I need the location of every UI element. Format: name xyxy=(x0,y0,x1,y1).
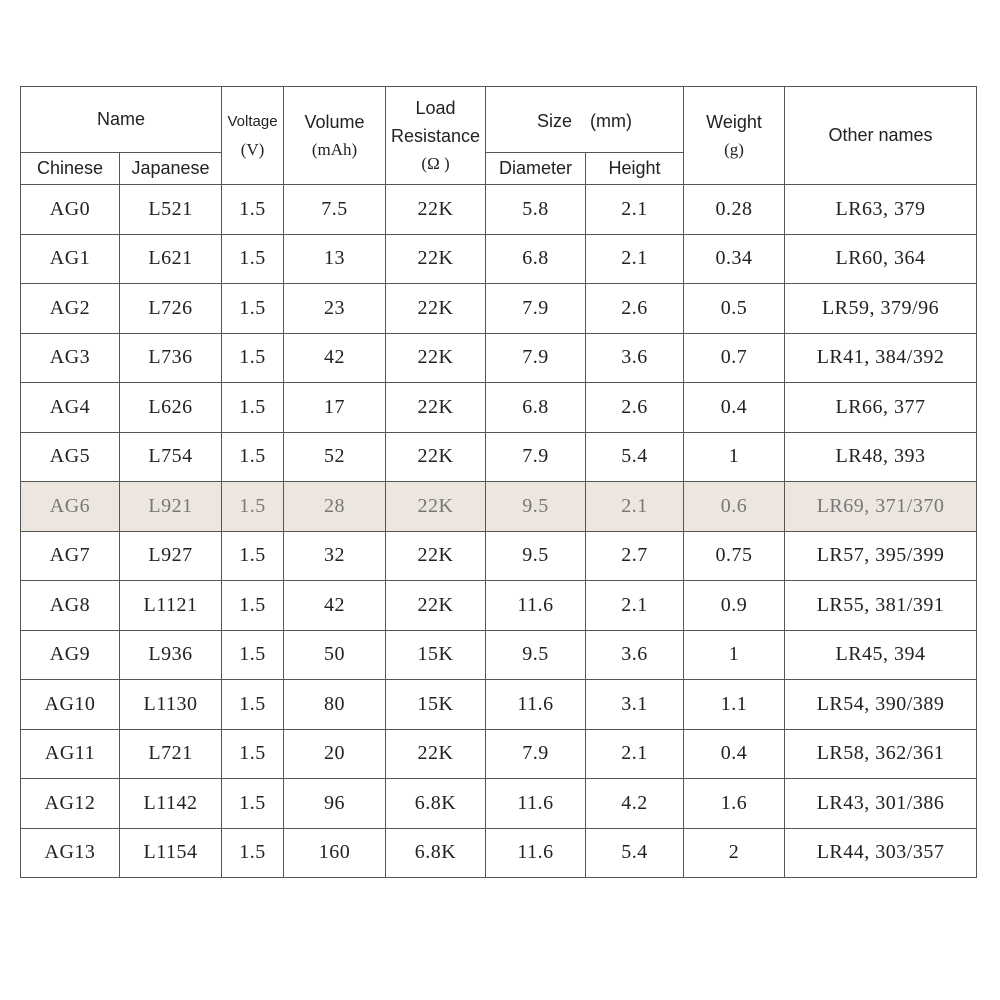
cell-chinese: AG1 xyxy=(21,234,120,284)
cell-load-resistance: 22K xyxy=(386,284,486,334)
cell-chinese: AG2 xyxy=(21,284,120,334)
cell-load-resistance: 22K xyxy=(386,482,486,532)
header-load-resistance: Load Resistance (Ω ) xyxy=(386,87,486,185)
cell-diameter: 7.9 xyxy=(486,284,586,334)
table-row xyxy=(21,828,977,878)
cell-height: 2.1 xyxy=(586,482,684,532)
cell-diameter: 5.8 xyxy=(486,185,586,235)
cell-weight: 0.4 xyxy=(684,729,785,779)
cell-diameter: 7.9 xyxy=(486,729,586,779)
battery-table-container xyxy=(20,86,977,878)
cell-weight: 0.34 xyxy=(684,234,785,284)
cell-diameter: 9.5 xyxy=(486,630,586,680)
cell-load-resistance: 6.8K xyxy=(386,779,486,829)
cell-height: 3.6 xyxy=(586,333,684,383)
cell-other-names: LR55, 381/391 xyxy=(785,581,977,631)
cell-chinese: AG9 xyxy=(21,630,120,680)
cell-other-names: LR45, 394 xyxy=(785,630,977,680)
cell-diameter: 7.9 xyxy=(486,432,586,482)
cell-voltage: 1.5 xyxy=(222,630,284,680)
cell-weight: 0.6 xyxy=(684,482,785,532)
cell-height: 2.6 xyxy=(586,383,684,433)
cell-voltage: 1.5 xyxy=(222,432,284,482)
cell-chinese: AG7 xyxy=(21,531,120,581)
cell-diameter: 11.6 xyxy=(486,779,586,829)
header-height: Height xyxy=(586,153,684,185)
table-header xyxy=(21,87,977,185)
cell-diameter: 11.6 xyxy=(486,581,586,631)
cell-diameter: 11.6 xyxy=(486,828,586,878)
cell-other-names: LR43, 301/386 xyxy=(785,779,977,829)
table-row xyxy=(21,680,977,730)
cell-japanese: L921 xyxy=(120,482,222,532)
header-diameter: Diameter xyxy=(486,153,586,185)
cell-load-resistance: 22K xyxy=(386,185,486,235)
table-row xyxy=(21,531,977,581)
cell-load-resistance: 15K xyxy=(386,680,486,730)
cell-weight: 2 xyxy=(684,828,785,878)
cell-height: 3.1 xyxy=(586,680,684,730)
header-name: Name xyxy=(21,87,222,153)
header-japanese: Japanese xyxy=(120,153,222,185)
header-size: Size (mm) xyxy=(486,87,684,153)
cell-weight: 1.6 xyxy=(684,779,785,829)
cell-height: 4.2 xyxy=(586,779,684,829)
cell-height: 2.6 xyxy=(586,284,684,334)
cell-height: 3.6 xyxy=(586,630,684,680)
cell-load-resistance: 15K xyxy=(386,630,486,680)
cell-volume: 96 xyxy=(284,779,386,829)
table-row xyxy=(21,284,977,334)
cell-voltage: 1.5 xyxy=(222,680,284,730)
header-other-names: Other names xyxy=(785,87,977,185)
cell-load-resistance: 22K xyxy=(386,333,486,383)
cell-other-names: LR69, 371/370 xyxy=(785,482,977,532)
cell-japanese: L1121 xyxy=(120,581,222,631)
cell-load-resistance: 22K xyxy=(386,383,486,433)
table-row xyxy=(21,432,977,482)
cell-chinese: AG5 xyxy=(21,432,120,482)
cell-japanese: L754 xyxy=(120,432,222,482)
cell-load-resistance: 22K xyxy=(386,531,486,581)
cell-diameter: 9.5 xyxy=(486,531,586,581)
cell-weight: 0.5 xyxy=(684,284,785,334)
cell-japanese: L521 xyxy=(120,185,222,235)
cell-chinese: AG4 xyxy=(21,383,120,433)
table-row xyxy=(21,234,977,284)
cell-chinese: AG0 xyxy=(21,185,120,235)
cell-volume: 20 xyxy=(284,729,386,779)
cell-volume: 32 xyxy=(284,531,386,581)
table-body xyxy=(21,185,977,878)
cell-volume: 7.5 xyxy=(284,185,386,235)
cell-volume: 17 xyxy=(284,383,386,433)
cell-volume: 42 xyxy=(284,581,386,631)
table-row xyxy=(21,581,977,631)
cell-other-names: LR60, 364 xyxy=(785,234,977,284)
table-row xyxy=(21,729,977,779)
table-row xyxy=(21,333,977,383)
cell-volume: 13 xyxy=(284,234,386,284)
cell-height: 2.1 xyxy=(586,234,684,284)
cell-other-names: LR63, 379 xyxy=(785,185,977,235)
cell-load-resistance: 22K xyxy=(386,432,486,482)
cell-height: 2.7 xyxy=(586,531,684,581)
cell-japanese: L1142 xyxy=(120,779,222,829)
cell-volume: 50 xyxy=(284,630,386,680)
cell-japanese: L936 xyxy=(120,630,222,680)
cell-other-names: LR57, 395/399 xyxy=(785,531,977,581)
cell-other-names: LR44, 303/357 xyxy=(785,828,977,878)
cell-weight: 0.7 xyxy=(684,333,785,383)
cell-japanese: L1130 xyxy=(120,680,222,730)
cell-japanese: L721 xyxy=(120,729,222,779)
cell-diameter: 6.8 xyxy=(486,383,586,433)
cell-chinese: AG8 xyxy=(21,581,120,631)
cell-volume: 42 xyxy=(284,333,386,383)
cell-voltage: 1.5 xyxy=(222,185,284,235)
battery-spec-table xyxy=(20,86,977,878)
cell-other-names: LR58, 362/361 xyxy=(785,729,977,779)
cell-diameter: 6.8 xyxy=(486,234,586,284)
cell-height: 5.4 xyxy=(586,432,684,482)
cell-weight: 1 xyxy=(684,630,785,680)
cell-voltage: 1.5 xyxy=(222,333,284,383)
cell-japanese: L726 xyxy=(120,284,222,334)
cell-voltage: 1.5 xyxy=(222,729,284,779)
table-row xyxy=(21,779,977,829)
table-row xyxy=(21,383,977,433)
cell-volume: 160 xyxy=(284,828,386,878)
cell-japanese: L736 xyxy=(120,333,222,383)
cell-volume: 80 xyxy=(284,680,386,730)
cell-chinese: AG6 xyxy=(21,482,120,532)
cell-chinese: AG13 xyxy=(21,828,120,878)
cell-diameter: 7.9 xyxy=(486,333,586,383)
cell-chinese: AG3 xyxy=(21,333,120,383)
cell-load-resistance: 22K xyxy=(386,234,486,284)
cell-volume: 28 xyxy=(284,482,386,532)
cell-volume: 23 xyxy=(284,284,386,334)
cell-voltage: 1.5 xyxy=(222,531,284,581)
cell-weight: 0.75 xyxy=(684,531,785,581)
cell-load-resistance: 22K xyxy=(386,581,486,631)
cell-other-names: LR41, 384/392 xyxy=(785,333,977,383)
cell-other-names: LR54, 390/389 xyxy=(785,680,977,730)
header-weight: Weight (g) xyxy=(684,87,785,185)
cell-voltage: 1.5 xyxy=(222,383,284,433)
cell-other-names: LR66, 377 xyxy=(785,383,977,433)
cell-japanese: L1154 xyxy=(120,828,222,878)
cell-voltage: 1.5 xyxy=(222,284,284,334)
cell-weight: 0.4 xyxy=(684,383,785,433)
cell-height: 5.4 xyxy=(586,828,684,878)
cell-diameter: 11.6 xyxy=(486,680,586,730)
cell-japanese: L621 xyxy=(120,234,222,284)
cell-chinese: AG12 xyxy=(21,779,120,829)
header-volume: Volume (mAh) xyxy=(284,87,386,185)
cell-chinese: AG10 xyxy=(21,680,120,730)
cell-japanese: L626 xyxy=(120,383,222,433)
header-voltage: Voltage (V) xyxy=(222,87,284,185)
table-row xyxy=(21,630,977,680)
cell-voltage: 1.5 xyxy=(222,779,284,829)
table-row xyxy=(21,185,977,235)
cell-voltage: 1.5 xyxy=(222,482,284,532)
cell-weight: 0.9 xyxy=(684,581,785,631)
cell-weight: 0.28 xyxy=(684,185,785,235)
cell-voltage: 1.5 xyxy=(222,828,284,878)
cell-height: 2.1 xyxy=(586,581,684,631)
cell-other-names: LR59, 379/96 xyxy=(785,284,977,334)
cell-voltage: 1.5 xyxy=(222,234,284,284)
cell-load-resistance: 22K xyxy=(386,729,486,779)
cell-weight: 1.1 xyxy=(684,680,785,730)
cell-japanese: L927 xyxy=(120,531,222,581)
cell-height: 2.1 xyxy=(586,185,684,235)
cell-load-resistance: 6.8K xyxy=(386,828,486,878)
cell-voltage: 1.5 xyxy=(222,581,284,631)
table-row xyxy=(21,482,977,532)
cell-volume: 52 xyxy=(284,432,386,482)
header-chinese: Chinese xyxy=(21,153,120,185)
cell-weight: 1 xyxy=(684,432,785,482)
cell-height: 2.1 xyxy=(586,729,684,779)
cell-diameter: 9.5 xyxy=(486,482,586,532)
cell-other-names: LR48, 393 xyxy=(785,432,977,482)
cell-chinese: AG11 xyxy=(21,729,120,779)
